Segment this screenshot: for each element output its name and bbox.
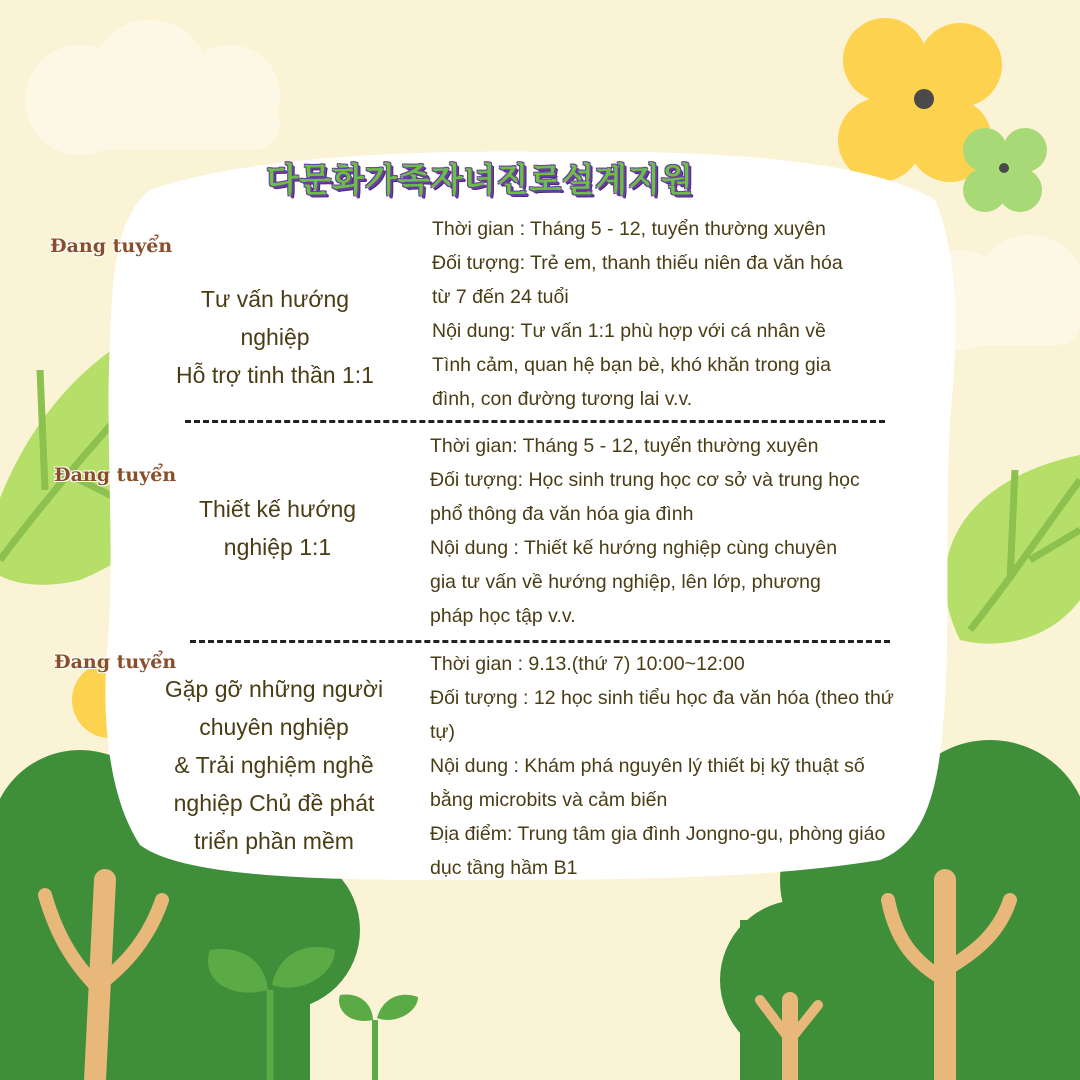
program-title bbox=[150, 490, 405, 566]
program-details bbox=[430, 429, 930, 633]
program-title-line: chuyên nghiệp bbox=[199, 714, 349, 740]
detail-line: bằng microbits và cảm biến bbox=[430, 789, 668, 811]
page-title: 다문화가족자녀진로설계지원 bbox=[266, 160, 694, 199]
detail-line: Đối tượng: Trẻ em, thanh thiếu niên đa văn hóa bbox=[432, 252, 843, 274]
program-title-line: nghiệp 1:1 bbox=[223, 534, 332, 560]
detail-line: Đối tượng : 12 học sinh tiểu học đa văn hóa (theo thứ bbox=[430, 687, 894, 709]
program-details bbox=[432, 212, 932, 416]
program-title-line: triển phần mềm bbox=[194, 828, 354, 854]
detail-line: Tình cảm, quan hệ bạn bè, khó khăn trong gia bbox=[432, 354, 831, 376]
detail-line: Nội dung: Tư vấn 1:1 phù hợp với cá nhân về bbox=[432, 320, 826, 342]
program-title-line: Gặp gỡ những người bbox=[164, 676, 384, 702]
detail-line: phổ thông đa văn hóa gia đình bbox=[430, 503, 694, 525]
section-divider bbox=[185, 420, 885, 423]
detail-line: pháp học tập v.v. bbox=[430, 605, 576, 627]
program-title-line: Tư vấn hướng bbox=[200, 286, 350, 312]
program-title-line: nghiệp bbox=[240, 324, 310, 350]
program-title bbox=[145, 670, 403, 860]
detail-line: từ 7 đến 24 tuổi bbox=[432, 286, 569, 308]
detail-line: Địa điểm: Trung tâm gia đình Jongno-gu, phòng giáo bbox=[430, 823, 886, 845]
status-badge: Đang tuyển bbox=[54, 464, 177, 486]
detail-line: đình, con đường tương lai v.v. bbox=[432, 388, 693, 410]
status-badge: Đang tuyển bbox=[54, 651, 177, 673]
detail-line: Nội dung : Thiết kế hướng nghiệp cùng chuyên bbox=[430, 537, 838, 559]
section-divider bbox=[190, 640, 890, 643]
program-title-line: & Trải nghiệm nghề bbox=[174, 752, 374, 778]
detail-line: tự) bbox=[430, 721, 455, 743]
program-title bbox=[150, 280, 400, 394]
detail-line: gia tư vấn về hướng nghiệp, lên lớp, phương bbox=[430, 571, 821, 593]
program-details bbox=[430, 647, 940, 885]
detail-line: dục tầng hầm B1 bbox=[430, 857, 578, 879]
program-title-line: Thiết kế hướng bbox=[198, 496, 357, 522]
detail-line: Thời gian: Tháng 5 - 12, tuyển thường xuyên bbox=[430, 435, 819, 457]
program-title-line: nghiệp Chủ đề phát bbox=[173, 790, 375, 816]
status-badge: Đang tuyển bbox=[50, 235, 173, 257]
detail-line: Đối tượng: Học sinh trung học cơ sở và trung học bbox=[430, 469, 860, 491]
detail-line: Thời gian : Tháng 5 - 12, tuyển thường xuyên bbox=[432, 218, 826, 240]
detail-line: Nội dung : Khám phá nguyên lý thiết bị kỹ thuật số bbox=[430, 755, 865, 777]
detail-line: Thời gian : 9.13.(thứ 7) 10:00~12:00 bbox=[430, 653, 745, 675]
program-title-line: Hỗ trợ tinh thần 1:1 bbox=[176, 362, 374, 388]
